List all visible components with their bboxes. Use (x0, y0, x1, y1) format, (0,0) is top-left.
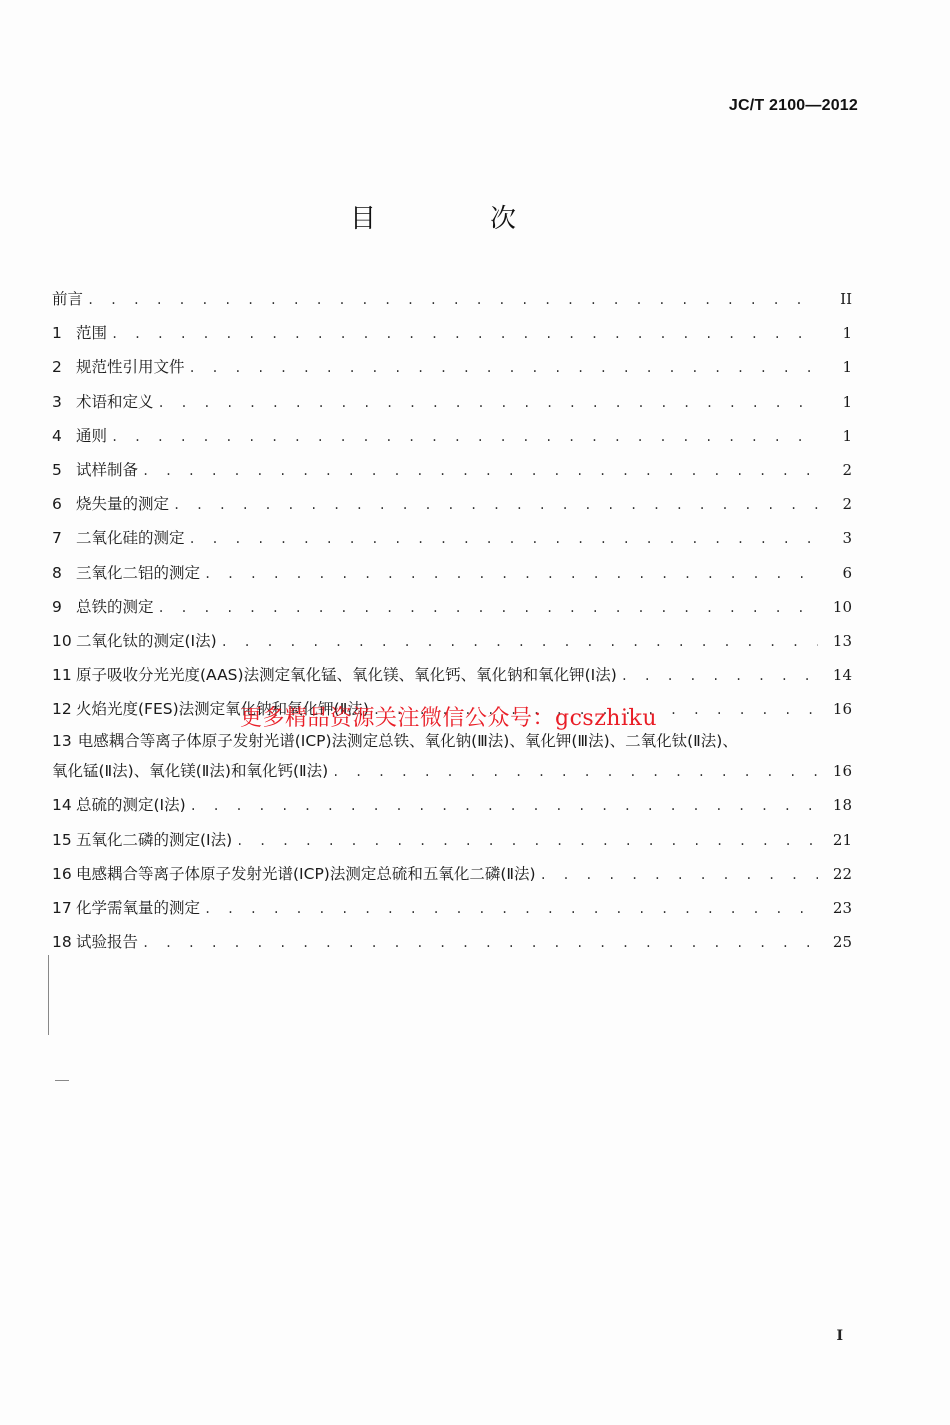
toc-leader-dots (204, 892, 818, 926)
toc-entry-number: 15 (52, 830, 72, 849)
toc-page-number: 18 (832, 796, 852, 815)
toc-entry-number: 8 (52, 563, 62, 582)
page-number: I (836, 1328, 843, 1344)
watermark-text: 更多精品资源关注微信公众号：gcszhiku (240, 706, 657, 731)
toc-page-number: 22 (832, 864, 852, 883)
toc-leader-dots (204, 557, 818, 591)
toc-entry-label: 规范性引用文件 (76, 358, 185, 377)
toc-page-number: 16 (832, 762, 852, 781)
toc-entry-4[interactable] (52, 419, 852, 453)
toc-page-number: 21 (832, 830, 852, 849)
toc-entry-label: 总硫的测定(Ⅰ法) (76, 796, 186, 815)
toc-leader-dots (111, 420, 818, 454)
toc-page-number: 2 (842, 495, 852, 514)
toc-entry-number: 18 (52, 933, 72, 952)
toc-entry-number: 11 (52, 666, 72, 685)
toc-entry-17[interactable] (52, 891, 852, 925)
toc-entry-6[interactable] (52, 487, 852, 521)
toc-leader-dots (236, 824, 818, 858)
toc-page-number: 25 (832, 933, 852, 952)
toc-entry-label: 术语和定义 (76, 392, 154, 411)
scan-artifact-line (48, 955, 49, 1035)
toc-entry-18[interactable] (52, 925, 852, 959)
toc-entry-label: 原子吸收分光光度(AAS)法测定氧化锰、氧化镁、氧化钙、氧化钠和氧化钾(Ⅰ法) (76, 666, 617, 685)
toc-entry-number: 2 (52, 358, 62, 377)
toc-entry-number: 12 (52, 700, 72, 719)
toc-leader-dots (190, 789, 818, 823)
toc-entry-11[interactable] (52, 658, 852, 692)
standard-number: JC/T 2100—2012 (728, 97, 858, 114)
toc-entry-label: 试验报告 (76, 933, 139, 952)
toc-entry-number: 13 (52, 732, 72, 751)
toc-entry-8[interactable] (52, 556, 852, 590)
toc-entry-label: 前言 (52, 290, 84, 308)
toc-entry-label-continued: 氧化锰(Ⅱ法)、氧化镁(Ⅱ法)和氧化钙(Ⅱ法) (52, 762, 329, 781)
toc-entry-number: 17 (52, 899, 72, 917)
toc-entry-label: 总铁的测定 (76, 597, 154, 616)
toc-entry-label: 五氧化二磷的测定(Ⅰ法) (76, 830, 233, 849)
toc-entry-preface[interactable] (52, 282, 852, 316)
toc-leader-dots (332, 757, 818, 787)
toc-leader-dots (221, 625, 818, 659)
toc-entry-15[interactable] (52, 823, 852, 857)
toc-entry-1[interactable] (52, 316, 852, 350)
toc-leader-dots (158, 386, 818, 420)
toc-entry-number: 4 (52, 426, 62, 445)
toc-entry-9[interactable] (52, 590, 852, 624)
toc-leader-dots (87, 283, 818, 317)
toc-page-number: 10 (832, 597, 852, 616)
toc-entry-2[interactable] (52, 350, 852, 384)
toc-leader-dots (142, 454, 818, 488)
toc-page-number: 2 (842, 460, 852, 479)
toc-page-number: 13 (832, 631, 852, 650)
toc-entry-label: 试样制备 (76, 460, 139, 479)
toc-entry-number: 7 (52, 529, 62, 548)
toc-entry-16[interactable] (52, 857, 852, 891)
toc-leader-dots (189, 351, 818, 385)
toc-entry-number: 14 (52, 796, 72, 815)
toc-entry-label: 范围 (76, 324, 108, 343)
toc-entry-label: 电感耦合等离子体原子发射光谱(ICP)法测定总铁、氧化钠(Ⅲ法)、氧化钾(Ⅲ法)、二氧化钛(Ⅱ法)、 (77, 732, 738, 751)
toc-page-number: II (840, 290, 852, 308)
toc-leader-dots (173, 488, 818, 522)
toc-entry-label: 通则 (76, 426, 108, 445)
toc-entry-number: 5 (52, 460, 62, 479)
toc-entry-label: 烧失量的测定 (76, 495, 170, 514)
toc-entry-7[interactable] (52, 521, 852, 555)
toc-leader-dots (142, 926, 818, 960)
toc-page-number: 6 (842, 563, 852, 582)
toc-entry-label: 二氧化钛的测定(Ⅰ法) (76, 631, 217, 650)
toc-page-number: 3 (842, 529, 852, 548)
toc-entry-label: 火焰光度(FES)法测定氧化钠和氧化钾(Ⅱ法) (76, 700, 369, 719)
toc-entry-number: 3 (52, 392, 62, 411)
toc-entry-label: 化学需氧量的测定 (76, 899, 201, 917)
toc-leader-dots (189, 522, 818, 556)
toc-leader-dots (540, 858, 818, 892)
toc-page-number: 1 (842, 324, 852, 343)
toc-entry-number: 6 (52, 495, 62, 514)
toc-entry-line-2 (52, 756, 852, 786)
toc-entry-number: 1 (52, 324, 62, 343)
toc-entry-number: 10 (52, 631, 72, 650)
toc-entry-number: 9 (52, 597, 62, 616)
toc-entry-3[interactable] (52, 385, 852, 419)
toc-page-number: 23 (832, 899, 852, 917)
toc-entry-number: 16 (52, 864, 72, 883)
toc-page-number: 14 (832, 666, 852, 685)
toc-page-number: 16 (832, 700, 852, 719)
toc-title: 目 次 (349, 204, 560, 234)
toc-page-number: 1 (842, 426, 852, 445)
toc-page-number: 1 (842, 392, 852, 411)
toc-entry-label: 电感耦合等离子体原子发射光谱(ICP)法测定总硫和五氧化二磷(Ⅱ法) (76, 864, 536, 883)
toc-entry-13[interactable] (52, 726, 852, 788)
table-of-contents (52, 282, 852, 959)
toc-entry-14[interactable] (52, 788, 852, 822)
scan-artifact-dash (55, 1080, 69, 1081)
toc-leader-dots (111, 317, 818, 351)
toc-leader-dots (158, 591, 818, 625)
toc-leader-dots (621, 659, 818, 693)
toc-entry-10[interactable] (52, 624, 852, 658)
toc-entry-label: 三氧化二铝的测定 (76, 563, 201, 582)
toc-entry-label: 二氧化硅的测定 (76, 529, 185, 548)
toc-entry-5[interactable] (52, 453, 852, 487)
toc-page-number: 1 (842, 358, 852, 377)
